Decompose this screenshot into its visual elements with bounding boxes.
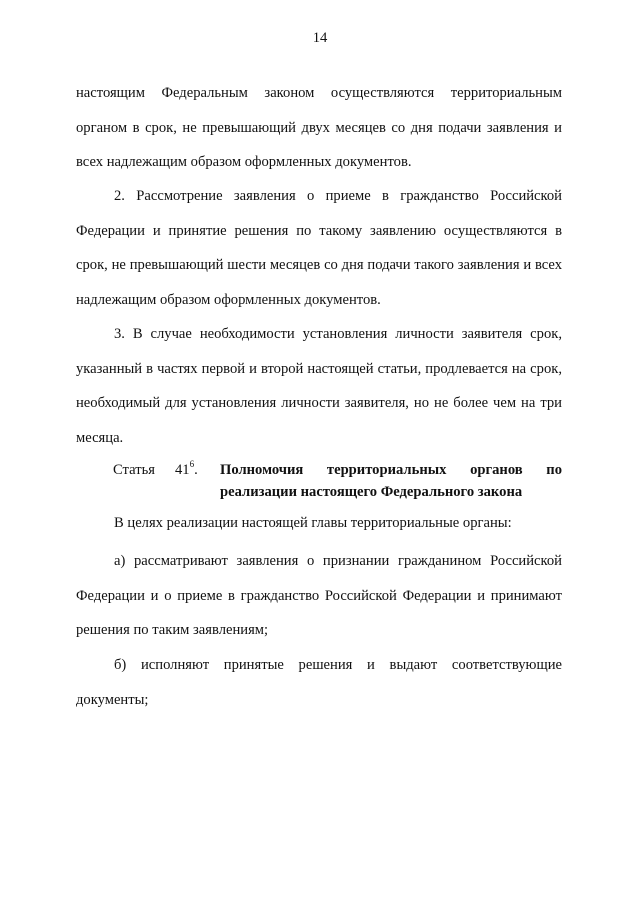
article-item-a: а) рассматривают заявления о признании гражданином Российской Федерации и о приеме в гражданство Российской Федерации и принимают решения по таким заявлениям; [76, 553, 562, 638]
article-number-suffix: . [194, 462, 198, 478]
article-title-line-2: реализации настоящего Федерального закона [220, 484, 523, 500]
page-number: 14 [312, 30, 328, 46]
article-number-main: 41 [175, 462, 190, 478]
paragraph-part-3: 3. В случае необходимости установления личности заявителя срок, указанный в частях первой и второй настоящей статьи, продлевается на срок, необходимый для установления личности заявителя, но не более чем на три месяца. [76, 326, 562, 446]
article-item-b: б) исполняют принятые решения и выдают соответствующие документы; [76, 657, 562, 708]
article-title [220, 459, 562, 503]
paragraph-part-2: 2. Рассмотрение заявления о приеме в гражданство Российской Федерации и принятие решения по такому заявлению осуществляются в срок, не превышающий шести месяцев со дня подачи такого заявления и всех надлежащим образом оформленных документов. [76, 188, 562, 308]
article-number-superscript: 6 [189, 459, 195, 469]
paragraph-continuation: настоящим Федеральным законом осуществляются территориальным органом в срок, не превышающий двух месяцев со дня подачи заявления и всех надлежащим образом оформленных документов. [76, 85, 562, 170]
article-intro: В целях реализации настоящей главы территориальные органы: [114, 515, 512, 531]
article-label: Статья [113, 462, 155, 478]
article-number [175, 459, 198, 481]
article-title-line-1: Полномочия территориальных органов по [220, 462, 562, 478]
